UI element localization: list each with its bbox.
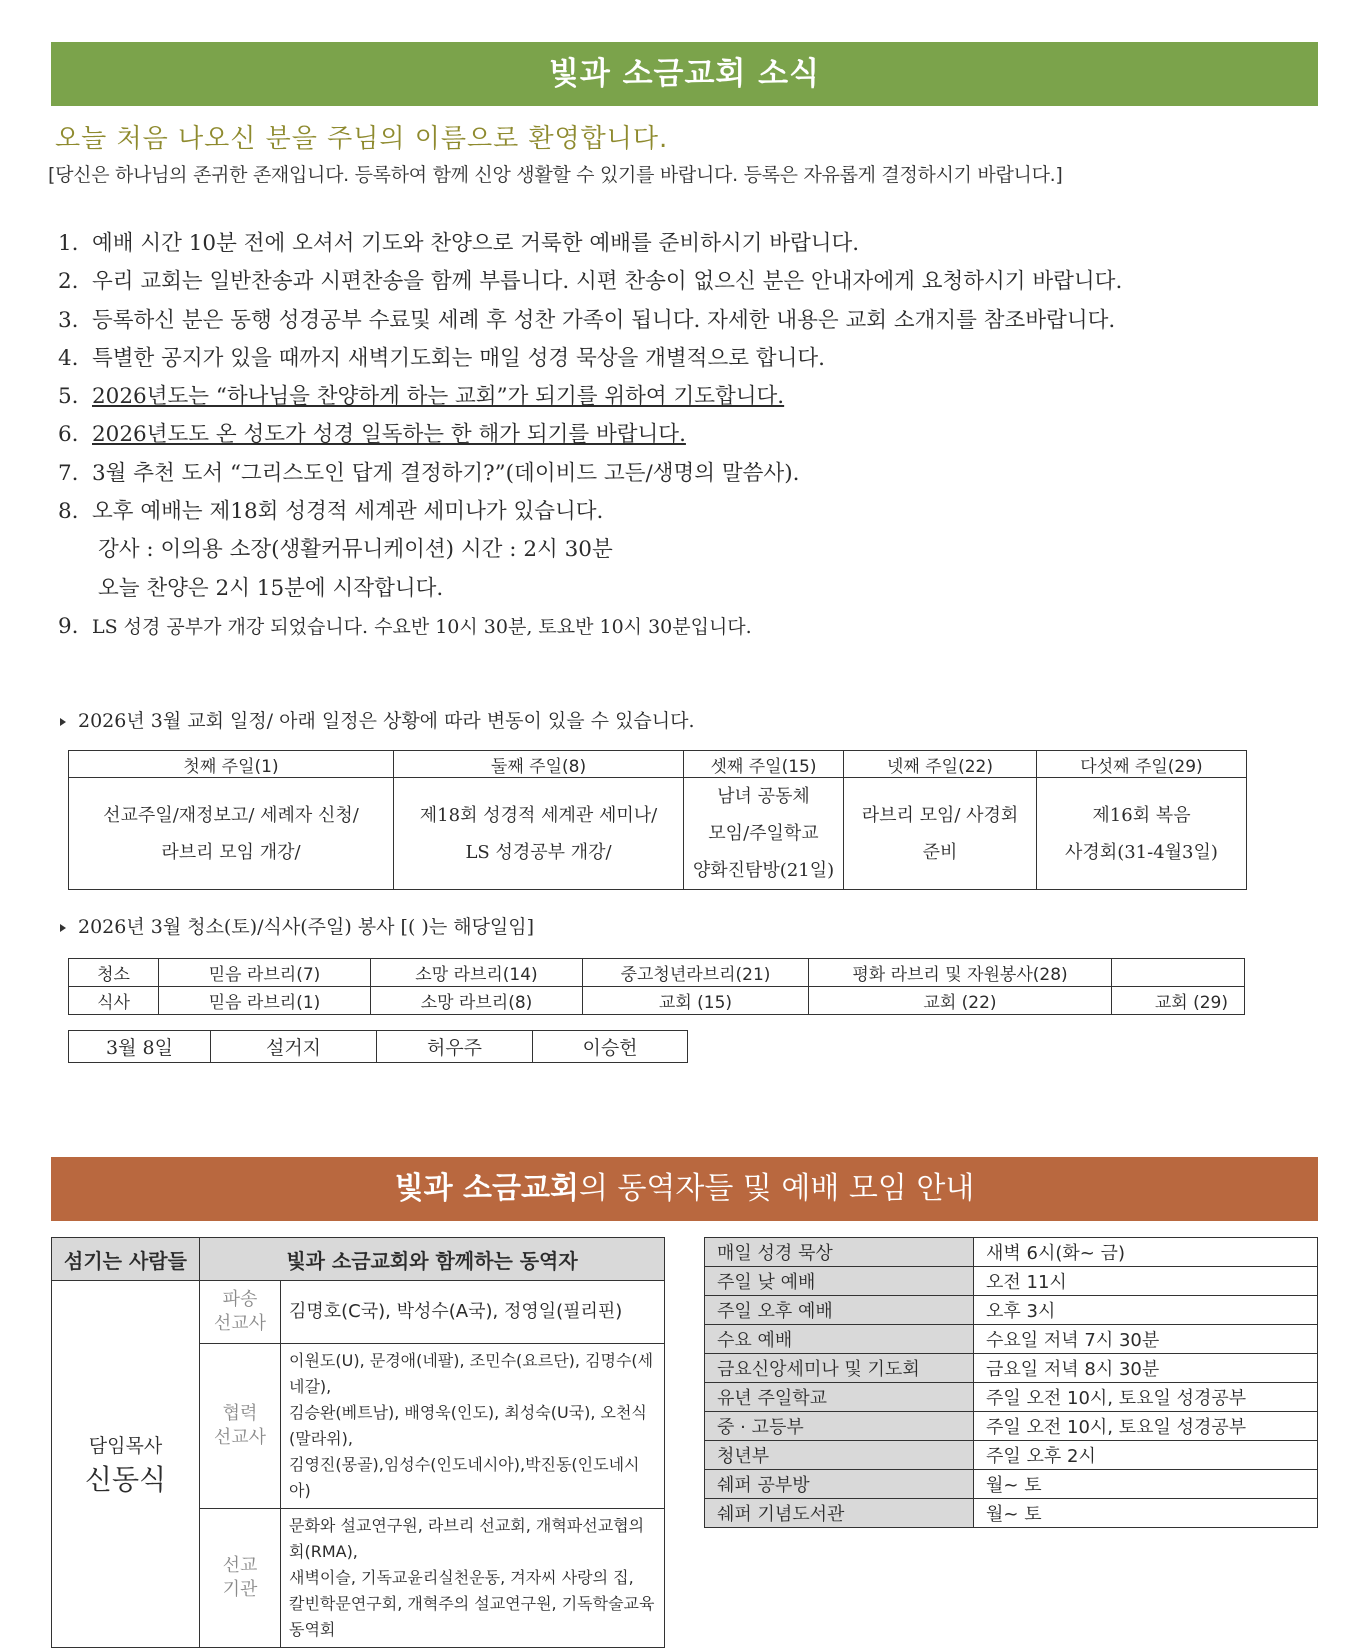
notice-item: 2. 우리 교회는 일반찬송과 시편찬송을 함께 부릅니다. 시편 찬송이 없으신 분은 안내자에게 요청하시기 바랍니다. [58,269,1123,295]
notice-subline: 강사 : 이의용 소장(생활커뮤니케이션) 시간 : 2시 30분 [98,537,613,563]
meal-cell: 교회 (15) [583,987,809,1015]
schedule-cell: 남녀 공동체 모임/주일학교 양화진탐방(21일) [684,778,844,890]
worship-row [705,1441,1318,1470]
worship-name: 중 · 고등부 [705,1412,974,1441]
worship-name: 금요신앙세미나 및 기도회 [705,1354,974,1383]
notice-item: 6. 2026년도도 온 성도가 성경 일독하는 한 해가 되기를 바랍니다. [58,422,686,448]
worship-name: 쉐퍼 기념도서관 [705,1499,974,1528]
staff-role: 선교 기관 [200,1509,281,1648]
worship-time: 금요일 저녁 8시 30분 [974,1354,1318,1383]
worship-row [705,1296,1318,1325]
dishwashing-table [68,1030,688,1063]
worship-time: 주일 오전 10시, 토요일 성경공부 [974,1412,1318,1441]
worship-row [705,1470,1318,1499]
schedule-cell: 제18회 성경적 세계관 세미나/ LS 성경공부 개강/ [394,778,684,890]
notice-item: 9. LS 성경 공부가 개강 되었습니다. 수요반 10시 30분, 토요반 10시 30분입니다. [58,613,752,639]
worship-time: 오전 11시 [974,1267,1318,1296]
notice-item: 3. 등록하신 분은 동행 성경공부 수료및 세례 후 성찬 가족이 됩니다. 자세한 내용은 교회 소개지를 참조바랍니다. [58,307,1116,333]
welcome-heading: 오늘 처음 나오신 분을 주님의 이름으로 환영합니다. [55,124,669,154]
cleaning-cell: 믿음 라브리(7) [159,959,371,987]
schedule-header: 넷째 주일(22) [844,751,1037,778]
worship-time: 월~ 토 [974,1470,1318,1499]
dishwashing-cell: 허우주 [377,1031,533,1063]
staff-header: 빛과 소금교회와 함께하는 동역자 [200,1238,665,1281]
worship-time: 주일 오전 10시, 토요일 성경공부 [974,1383,1318,1412]
worship-name: 매일 성경 묵상 [705,1238,974,1267]
schedule-body-row [69,778,1247,890]
schedule-title: 2026년 3월 교회 일정/ 아래 일정은 상황에 따라 변동이 있을 수 있습니다. [60,706,695,733]
worship-name: 유년 주일학교 [705,1383,974,1412]
worship-name: 청년부 [705,1441,974,1470]
schedule-cell: 제16회 복음 사경회(31-4월3일) [1037,778,1247,890]
news-title-banner: 빛과 소금교회 소식 [51,42,1318,106]
meal-cell: 믿음 라브리(1) [159,987,371,1015]
triangle-bullet-icon [60,924,66,932]
worship-table [704,1237,1318,1528]
triangle-bullet-icon [60,718,66,726]
dishwashing-cell: 3월 8일 [69,1031,211,1063]
cleaning-cell: 청소 [69,959,159,987]
staff-role: 파송 선교사 [200,1281,281,1344]
cleaning-cell: 평화 라브리 및 자원봉사(28) [809,959,1112,987]
schedule-header-row [69,751,1247,778]
worship-time: 새벽 6시(화~ 금) [974,1238,1318,1267]
worship-name: 주일 오후 예배 [705,1296,974,1325]
schedule-header: 셋째 주일(15) [684,751,844,778]
worship-time: 월~ 토 [974,1499,1318,1528]
meal-cell: 소망 라브리(8) [371,987,583,1015]
dishwashing-cell: 이승헌 [533,1031,688,1063]
schedule-header: 다섯째 주일(29) [1037,751,1247,778]
staff-role: 협력 선교사 [200,1344,281,1509]
schedule-header: 둘째 주일(8) [394,751,684,778]
notice-item: 7. 3월 추천 도서 “그리스도인 답게 결정하기?”(데이비드 고든/생명의 말씀사). [58,460,800,486]
notice-item: 4. 특별한 공지가 있을 때까지 새벽기도회는 매일 성경 묵상을 개별적으로 합니다. [58,345,825,371]
dishwashing-row [69,1031,688,1063]
meal-row [69,987,1245,1015]
worship-name: 쉐퍼 공부방 [705,1470,974,1499]
staff-row [52,1281,665,1344]
worship-row [705,1383,1318,1412]
notice-list [58,225,1318,646]
worship-name: 주일 낮 예배 [705,1267,974,1296]
staff-names: 문화와 설교연구원, 라브리 선교회, 개혁파선교협의회(RMA), 새벽이슬, 기독교윤리실천운동, 겨자씨 사랑의 집, 칼빈학문연구회, 개혁주의 설교연구원, 기독학술교육동역회 [281,1509,665,1648]
meal-cell: 교회 (22) [809,987,1112,1015]
cleaning-cell [1112,959,1245,987]
notice-item: 8. 오후 예배는 제18회 성경적 세계관 세미나가 있습니다. [58,499,604,525]
staff-names: 김명호(C국), 박성수(A국), 정영일(필리핀) [281,1281,665,1344]
schedule-table [68,750,1247,890]
worship-time: 수요일 저녁 7시 30분 [974,1325,1318,1354]
staff-table [51,1237,665,1648]
staff-names: 이원도(U), 문경애(네팔), 조민수(요르단), 김명수(세네갈), 김승완(베트남), 배영욱(인도), 최성숙(U국), 오천식(말라위), 김영진(몽골),임성수(인도네시아),박진동(인도네시아) [281,1344,665,1509]
meal-cell: 식사 [69,987,159,1015]
worship-row [705,1412,1318,1441]
pastor-cell: 담임목사 신동식 [52,1281,200,1648]
staff-header-row [52,1238,665,1281]
notice-subline: 오늘 찬양은 2시 15분에 시작합니다. [98,575,444,601]
schedule-cell: 선교주일/재정보고/ 세례자 신청/ 라브리 모임 개강/ [69,778,394,890]
worship-row [705,1354,1318,1383]
worship-row [705,1267,1318,1296]
worship-row [705,1238,1318,1267]
notice-item: 1. 예배 시간 10분 전에 오셔서 기도와 찬양으로 거룩한 예배를 준비하시기 바랍니다. [58,231,860,256]
worship-time: 주일 오후 2시 [974,1441,1318,1470]
worship-row [705,1325,1318,1354]
notice-item: 5. 2026년도는 “하나님을 찬양하게 하는 교회”가 되기를 위하여 기도합니다. [58,384,785,410]
cleaning-cell: 중고청년라브리(21) [583,959,809,987]
welcome-subtext: [당신은 하나님의 존귀한 존재입니다. 등록하여 함께 신앙 생활할 수 있기를 바랍니다. 등록은 자유롭게 결정하시기 바랍니다.] [48,164,1063,186]
meal-cell: 교회 (29) [1112,987,1245,1015]
worship-time: 오후 3시 [974,1296,1318,1325]
schedule-cell: 라브리 모임/ 사경회 준비 [844,778,1037,890]
cleaning-cell: 소망 라브리(14) [371,959,583,987]
cleaning-table [68,958,1245,1015]
dishwashing-cell: 설거지 [211,1031,377,1063]
cleaning-title: 2026년 3월 청소(토)/식사(주일) 봉사 [( )는 해당일임] [60,912,534,939]
schedule-header: 첫째 주일(1) [69,751,394,778]
worship-name: 수요 예배 [705,1325,974,1354]
staff-header: 섬기는 사람들 [52,1238,200,1281]
cleaning-row [69,959,1245,987]
ministry-title-banner: 빛과 소금교회의 동역자들 및 예배 모임 안내 [51,1157,1318,1221]
worship-row [705,1499,1318,1528]
